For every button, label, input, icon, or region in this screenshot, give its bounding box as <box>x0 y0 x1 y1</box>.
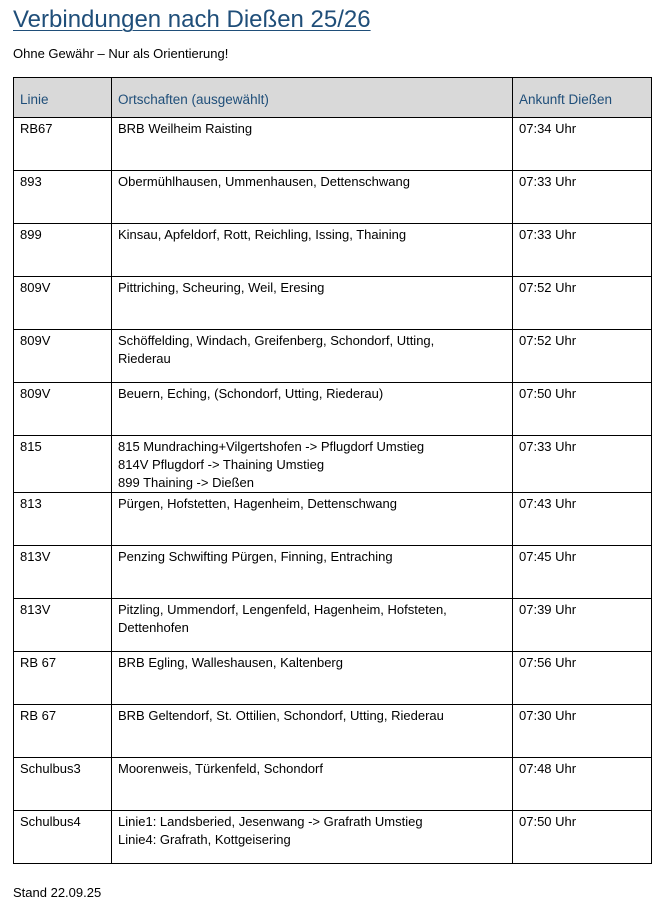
column-header-places: Ortschaften (ausgewählt) <box>112 78 513 118</box>
places-line: Moorenweis, Türkenfeld, Schondorf <box>118 761 323 776</box>
cell-arrival: 07:48 Uhr <box>513 758 652 811</box>
places-line: Linie4: Grafrath, Kottgeisering <box>118 832 291 847</box>
cell-line: 809V <box>14 383 112 436</box>
cell-places <box>112 758 513 811</box>
cell-line: Schulbus3 <box>14 758 112 811</box>
places-line: Linie1: Landsberied, Jesenwang -> Grafrath Umstieg <box>118 814 423 829</box>
cell-line: RB67 <box>14 118 112 171</box>
cell-arrival: 07:50 Uhr <box>513 811 652 864</box>
cell-places <box>112 330 513 383</box>
table-row <box>14 811 652 864</box>
places-line: 814V Pflugdorf -> Thaining Umstieg <box>118 457 325 472</box>
cell-line: 809V <box>14 330 112 383</box>
cell-line: 813V <box>14 599 112 652</box>
table-row <box>14 224 652 277</box>
cell-arrival: 07:33 Uhr <box>513 436 652 493</box>
cell-places <box>112 277 513 330</box>
table-row <box>14 436 652 493</box>
cell-line: 893 <box>14 171 112 224</box>
table-row <box>14 383 652 436</box>
cell-line: Schulbus4 <box>14 811 112 864</box>
places-line: 899 Thaining -> Dießen <box>118 475 254 490</box>
cell-arrival: 07:30 Uhr <box>513 705 652 758</box>
places-line: Dettenhofen <box>118 620 189 635</box>
table-row <box>14 599 652 652</box>
cell-places <box>112 171 513 224</box>
places-line: Pürgen, Hofstetten, Hagenheim, Dettenschwang <box>118 496 397 511</box>
cell-line: 813V <box>14 546 112 599</box>
cell-places <box>112 705 513 758</box>
table-row <box>14 652 652 705</box>
places-line: Pitzling, Ummendorf, Lengenfeld, Hagenheim, Hofsteten, <box>118 602 447 617</box>
cell-places <box>112 436 513 493</box>
cell-line: RB 67 <box>14 705 112 758</box>
column-header-line: Linie <box>14 78 112 118</box>
cell-places <box>112 383 513 436</box>
cell-places <box>112 493 513 546</box>
last-updated-text: Stand 22.09.25 <box>13 885 102 900</box>
cell-line: 809V <box>14 277 112 330</box>
cell-arrival: 07:39 Uhr <box>513 599 652 652</box>
cell-arrival: 07:43 Uhr <box>513 493 652 546</box>
places-line: BRB Egling, Walleshausen, Kaltenberg <box>118 655 343 670</box>
table-row <box>14 493 652 546</box>
table-row <box>14 171 652 224</box>
cell-arrival: 07:52 Uhr <box>513 277 652 330</box>
places-line: BRB Weilheim Raisting <box>118 121 253 136</box>
column-header-arrival: Ankunft Dießen <box>513 78 652 118</box>
table-row <box>14 546 652 599</box>
places-line: Kinsau, Apfeldorf, Rott, Reichling, Issing, Thaining <box>118 227 407 242</box>
table-row <box>14 277 652 330</box>
places-line: Penzing Schwifting Pürgen, Finning, Entraching <box>118 549 393 564</box>
cell-line: RB 67 <box>14 652 112 705</box>
cell-arrival: 07:33 Uhr <box>513 171 652 224</box>
disclaimer-text: Ohne Gewähr – Nur als Orientierung! <box>13 46 229 61</box>
connections-table <box>13 77 652 864</box>
table-row <box>14 330 652 383</box>
table-row <box>14 758 652 811</box>
places-line: Pittriching, Scheuring, Weil, Eresing <box>118 280 325 295</box>
cell-arrival: 07:56 Uhr <box>513 652 652 705</box>
table-header-row <box>14 78 652 118</box>
cell-places <box>112 546 513 599</box>
cell-places <box>112 224 513 277</box>
cell-arrival: 07:50 Uhr <box>513 383 652 436</box>
page-title: Verbindungen nach Dießen 25/26 <box>13 6 371 33</box>
cell-arrival: 07:45 Uhr <box>513 546 652 599</box>
cell-line: 899 <box>14 224 112 277</box>
table-row <box>14 705 652 758</box>
places-line: Schöffelding, Windach, Greifenberg, Schondorf, Utting, <box>118 333 435 348</box>
cell-places <box>112 599 513 652</box>
cell-line: 815 <box>14 436 112 493</box>
cell-arrival: 07:52 Uhr <box>513 330 652 383</box>
cell-arrival: 07:33 Uhr <box>513 224 652 277</box>
cell-places <box>112 652 513 705</box>
cell-places <box>112 118 513 171</box>
places-line: Beuern, Eching, (Schondorf, Utting, Riederau) <box>118 386 384 401</box>
places-line: BRB Geltendorf, St. Ottilien, Schondorf, Utting, Riederau <box>118 708 444 723</box>
cell-places <box>112 811 513 864</box>
cell-arrival: 07:34 Uhr <box>513 118 652 171</box>
cell-line: 813 <box>14 493 112 546</box>
table-body <box>14 118 652 864</box>
places-line: Obermühlhausen, Ummenhausen, Dettenschwang <box>118 174 410 189</box>
places-line: Riederau <box>118 351 171 366</box>
places-line: 815 Mundraching+Vilgertshofen -> Pflugdorf Umstieg <box>118 439 425 454</box>
table-row <box>14 118 652 171</box>
